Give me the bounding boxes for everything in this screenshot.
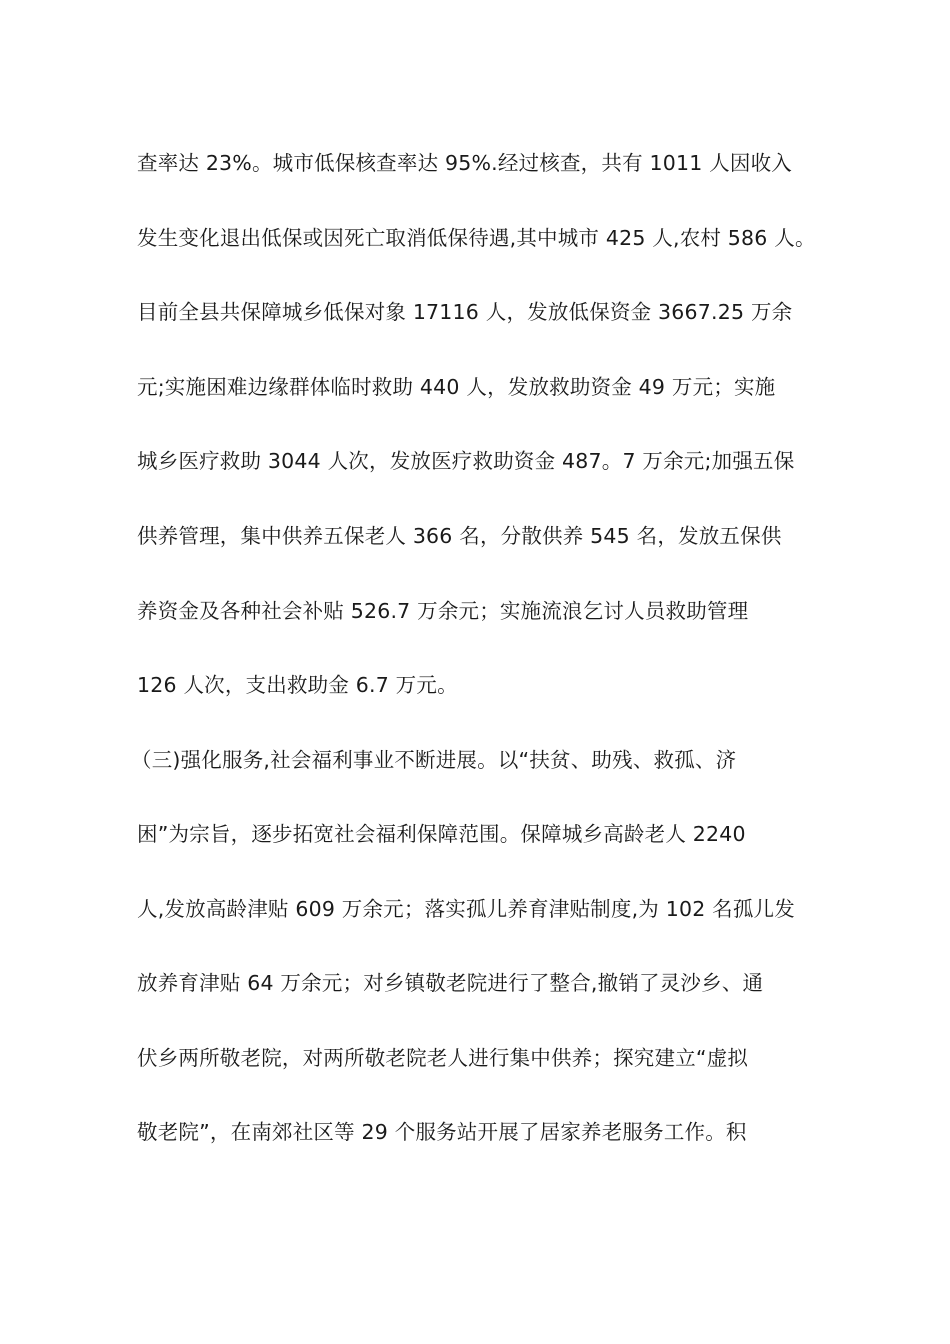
body-text-line: 城乡医疗救助 3044 人次，发放医疗救助资金 487。7 万余元;加强五保	[137, 449, 795, 473]
body-text-line: 人,发放高龄津贴 609 万余元；落实孤儿养育津贴制度,为 102 名孤儿发	[137, 897, 795, 921]
body-text-line: 发生变化退出低保或因死亡取消低保待遇,其中城市 425 人,农村 586 人。	[137, 226, 816, 250]
body-text-line: 元;实施困难边缘群体临时救助 440 人，发放救助资金 49 万元；实施	[137, 375, 776, 399]
body-text-line: 困”为宗旨，逐步拓宽社会福利保障范围。保障城乡高龄老人 2240	[137, 822, 746, 846]
body-text-line: 养资金及各种社会补贴 526.7 万余元；实施流浪乞讨人员救助管理	[137, 599, 749, 623]
body-text-line: 查率达 23%。城市低保核查率达 95%.经过核查，共有 1011 人因收入	[137, 151, 792, 175]
body-text-line: 126 人次，支出救助金 6.7 万元。	[137, 673, 458, 697]
body-text-line: 敬老院”，在南郊社区等 29 个服务站开展了居家养老服务工作。积	[137, 1120, 747, 1144]
body-text-line: 目前全县共保障城乡低保对象 17116 人，发放低保资金 3667.25 万余	[137, 300, 793, 324]
body-text-line: 放养育津贴 64 万余元；对乡镇敬老院进行了整合,撤销了灵沙乡、通	[137, 971, 764, 995]
section-heading-line: （三)强化服务,社会福利事业不断进展。以“扶贫、助残、救孤、济	[131, 748, 737, 772]
body-text-line: 供养管理，集中供养五保老人 366 名，分散供养 545 名，发放五保供	[137, 524, 782, 548]
body-text-line: 伏乡两所敬老院，对两所敬老院老人进行集中供养；探究建立“虚拟	[137, 1046, 749, 1070]
